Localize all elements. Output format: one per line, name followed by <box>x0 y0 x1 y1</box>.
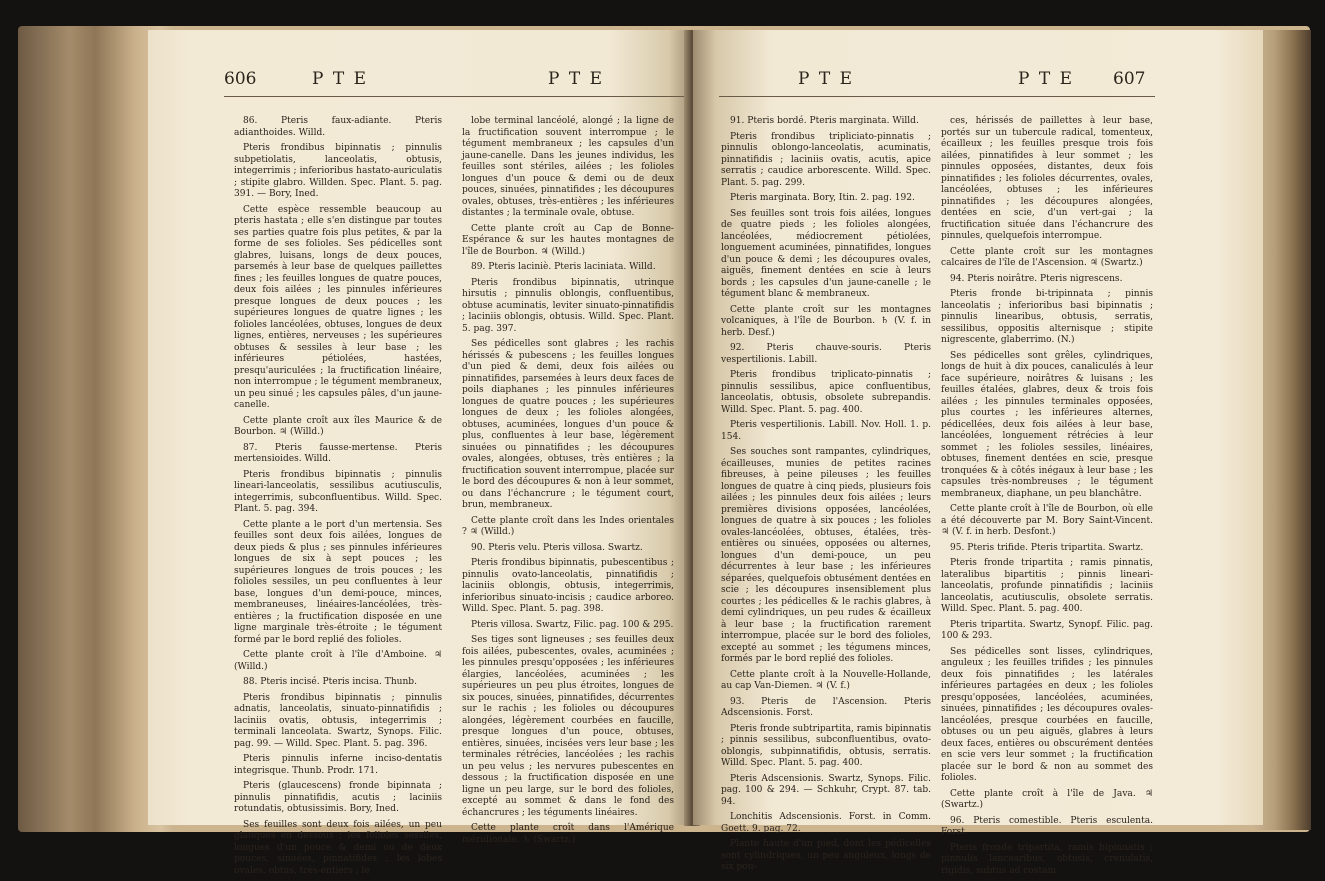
running-head: P T E <box>798 69 854 89</box>
paragraph-text: Pteris frondibus bipinnatis, pubescentibus ; pinnulis ovato-lanceolatis, pinnatifidis ; laciniis oblongis, obtusis, integerrimis, inferioribus sinuato-incisis ; caudice arboreo. Willd. Spec. Plant. 5. pag. 398. <box>462 558 674 614</box>
text-paragraph <box>234 443 442 466</box>
text-paragraph <box>462 224 674 259</box>
running-head: P T E <box>312 69 368 89</box>
paragraph-text: Pteris (glaucescens) fronde bipinnata ; pinnulis pinnatifidis, acutis ; laciniis rotundatis, obtusissimis. Bory, Ined. <box>234 781 442 814</box>
text-paragraph <box>941 789 1153 812</box>
header-rule <box>719 96 1155 97</box>
text-paragraph <box>234 820 442 878</box>
paragraph-text: Ses pédicelles sont lisses, cylindriques, anguleux ; les feuilles trifides ; les pinnules deux fois pinnatifides ; les latérales inférieures partagées en deux ; les folioles presqu'opposées, lancéolées, acuminées, sinuées, pinnatifides ; les découpures ovales-lancéolées, presque courbées en faucille, obtuses ou un peu aiguës, glabres à leurs deux faces, entières ou obscurément dentées en scie vers leur sommet ; la fructification placée sur le bord & non au sommet des folioles. <box>941 646 1153 783</box>
text-paragraph <box>721 724 931 770</box>
text-paragraph <box>234 677 442 689</box>
paragraph-text: Pteris fronde subtripartita, ramis bipinnatis ; pinnis sessilibus, subconfluentibus, ovato-oblongis, subpinnatifidis, obtusis, serratis. Willd. Spec. Plant. 5. pag. 400. <box>721 723 932 768</box>
paragraph-text: Cette plante croît sur les montagnes calcaires de l'île de l'Ascension. ♃ (Swartz.) <box>941 246 1153 268</box>
text-paragraph <box>462 278 674 336</box>
text-column-1 <box>721 116 931 878</box>
paragraph-text: Ses souches sont rampantes, cylindriques, écailleuses, munies de petites racines fibreuses, à peine pileuses ; les feuilles longues de quatre à cinq pieds, plusieurs fois ailées ; les pinnules deux fois ailées ; leurs premières divisions opposées, lancéolées, longues de quatre à six pouces ; les folioles ovales-lancéolées, obtuses, étalées, très-entières ou sinuées, opposées ou alternes, longues d'un demi-pouce, un peu décurrentes à leur base ; les inférieures séparées, quelquefois obtusément dentées en scie ; les découpures insensiblement plus courtes ; les pédicelles & le rachis glabres, à demi cylindriques, un peu rudes & écailleux à leur base ; la fructification rarement interrompue, placée sur le bord des folioles, excepté au sommet ; les tégumens minces, formés par le bord replié des folioles. <box>721 447 931 664</box>
paragraph-text: Cette plante a le port d'un mertensia. Ses feuilles sont deux fois ailées, longues de deux pieds & plus ; ses pinnules inférieures longues de six à sept pouces ; les supérieures longues de trois pouces ; les folioles sessiles, un peu confluentes à leur base, longues d'un demi-pouce, minces, membraneuses, linéaires-lancéolées, très-entières ; la fructification disposée en une ligne marginale très-étroite ; le tégument formé par le bord replié des folioles. <box>234 519 442 645</box>
paragraph-text: 91. Pteris bordé. Pteris marginata. Willd. <box>730 116 919 126</box>
text-paragraph <box>721 209 931 301</box>
text-paragraph <box>234 693 442 751</box>
paragraph-text: Cette plante croît aux îles Maurice & de Bourbon. ♃ (Willd.) <box>234 415 442 437</box>
text-paragraph <box>462 516 674 539</box>
text-paragraph <box>234 520 442 647</box>
paragraph-text: Pteris fronde tripartita ; ramis pinnatis, lateralibus bipartitis ; pinnis lineari-lanceolatis, profunde pinnatifidis ; laciniis lanceolatis, acutiusculis, obsolete serratis. Willd. Spec. Plant. 5. pag. 400. <box>941 558 1153 614</box>
text-paragraph <box>721 670 931 693</box>
text-paragraph <box>721 839 931 874</box>
text-paragraph <box>462 262 674 274</box>
text-paragraph <box>721 116 931 128</box>
paragraph-text: Ses pédicelles sont grêles, cylindriques, longs de huit à dix pouces, canaliculés à leur face supérieure, noirâtres & luisans ; les feuilles étalées, glabres, deux & trois fois ailées ; les pinnules terminales opposées, plus courtes ; les inférieures alternes, pédicellées, deux fois ailées à leur base, lancéolées, longuement rétrécies à leur sommet ; les folioles sessiles, linéaires, obtuses, finement dentées en scie, presque tronquées & à côtés inégaux à leur base ; les capsules très-nombreuses ; le tégument membraneux, diaphane, un peu blanchâtre. <box>941 350 1153 499</box>
page-number: 606 <box>224 69 257 89</box>
text-paragraph <box>234 416 442 439</box>
text-paragraph <box>462 116 674 220</box>
text-paragraph <box>721 305 931 340</box>
text-paragraph <box>234 205 442 412</box>
paragraph-text: Pteris pinnulis inferne inciso-dentatis integrisque. Thunb. Prodr. 171. <box>234 754 442 776</box>
paragraph-text: Pteris tripartita. Swartz, Synopf. Filic. pag. 100 & 293. <box>941 619 1153 641</box>
text-paragraph <box>941 351 1153 501</box>
paragraph-text: Pteris Adscensionis. Swartz, Synops. Filic. pag. 100 & 294. — Schkuhr, Crypt. 87. tab. 94. <box>721 773 931 807</box>
paragraph-text: Cette plante croît à l'île d'Amboine. ♃ (Willd.) <box>234 650 442 672</box>
text-paragraph <box>234 781 442 816</box>
text-paragraph <box>721 193 931 205</box>
paragraph-text: 95. Pteris trifide. Pteris tripartita. Swartz. <box>950 542 1144 553</box>
paragraph-text: Pteris fronde bi-tripinnata ; pinnis lanceolatis ; inferioribus basi bipinnatis ; pinnulis linearibus, obtusis, serratis, sessilibus, oppositis alternisque ; stipite nigrescente, glaberrimo. (N.) <box>941 289 1153 345</box>
text-paragraph <box>462 339 674 512</box>
paragraph-text: 92. Pteris chauve-souris. Pteris vespertilionis. Labill. <box>721 343 931 365</box>
paragraph-text: lobe terminal lancéolé, alongé ; la ligne de la fructification souvent interrompue ; le tégument membraneux ; les capsules d'un jaune-canelle. Dans les jeunes individus, les feuilles sont stériles, ailées ; les folioles longues d'un pouce & demi ou de deux pouces, sinuées, pinnatifides ; les découpures ovales, obtuses, très-entières ; les inférieures distantes ; la terminale ovale, obtuse. <box>462 116 674 218</box>
paragraph-text: Ses pédicelles sont glabres ; les rachis hérissés & pubescens ; les feuilles longues d'un pied & demi, deux fois ailées ou pinnatifides, parsemées à leurs deux faces de poils diaphanes ; les pinnules inférieures longues de quatre pouces ; les supérieures longues de deux ; les folioles alongées, obtuses, acuminées, longues d'un pouce & plus, confluentes à leur base, légèrement sinuées ou pinnatifides ; les découpures ovales, alongées, obtuses, très entières ; la fructification souvent interrompue, placée sur le bord des découpures & non à leur sommet, ou dans l'échancrure ; le tégument court, brun, membraneux. <box>462 339 674 510</box>
text-paragraph <box>462 543 674 555</box>
text-paragraph <box>462 823 674 846</box>
running-head: P T E <box>1018 69 1074 89</box>
paragraph-text: Ses feuilles sont trois fois ailées, longues de quatre pieds ; les folioles alongées, lancéolées, médiocrement pétiolées, longuement acuminées, pinnatifides, longues d'un pouce & demi ; les découpures ovales, aiguës, finement dentées en scie à leurs bords ; les capsules d'un jaune-canelle ; le tégument blanc & membraneux. <box>721 208 931 299</box>
paragraph-text: Lonchitis Adscensionis. Forst. in Comm. Goett. 9. pag. 72. <box>721 812 931 834</box>
text-paragraph <box>721 812 931 835</box>
paragraph-text: Cette plante croît dans l'Amérique méridionale. ♄ (Swartz.) <box>462 823 674 845</box>
paragraph-text: Pteris fronde tripartita, ramis bipinnatis ; pinnulis lancearibus, obtusis, crenulatis, rigidis, subtus ad costam <box>941 842 1153 876</box>
text-paragraph <box>941 504 1153 539</box>
paragraph-text: Pteris frondibus bipinnatis ; pinnulis subpetiolatis, lanceolatis, obtusis, integerrimis ; inferioribus hastato-auriculatis ; stipite glabro. Willden. Spec. Plant. 5. pag. 391. — Bory, Ined. <box>234 143 442 199</box>
text-paragraph <box>721 132 931 190</box>
paragraph-text: Pteris frondibus bipinnatis ; pinnulis adnatis, lanceolatis, sinuato-pinnatifidis ; laciniis ovatis, obtusis, integerrimis ; terminali lanceolata. Swartz, Synops. Filic. pag. 99. — Willd. Spec. Plant. 5. pag. 396. <box>234 692 442 749</box>
right-page <box>693 30 1263 876</box>
text-paragraph <box>234 143 442 201</box>
header-rule <box>224 96 684 97</box>
text-paragraph <box>941 620 1153 643</box>
paragraph-text: Cette plante croît à la Nouvelle-Hollande, au cap Van-Diemen. ♃ (V. f.) <box>721 669 931 691</box>
text-paragraph <box>941 816 1153 839</box>
text-paragraph <box>721 343 931 366</box>
text-paragraph <box>941 543 1153 555</box>
text-paragraph <box>941 647 1153 785</box>
paragraph-text: Cette plante croît à l'île de Java. ♃ (Swartz.) <box>941 788 1153 810</box>
paragraph-text: Ses feuilles sont deux fois ailées, un peu glauques en dessous ; les folioles sessiles, longues d'un pouce & demi ou de deux pouces, sinuées, pinnatifides ; les lobes ovales, obtus, très-entiers ; le <box>234 819 442 876</box>
text-paragraph <box>721 774 931 809</box>
paragraph-text: 87. Pteris fausse-mertense. Pteris mertensioides. Willd. <box>234 442 442 464</box>
text-paragraph <box>462 558 674 616</box>
text-column-1 <box>234 116 442 881</box>
text-paragraph <box>721 697 931 720</box>
paragraph-text: 89. Pteris laciniè. Pteris laciniata. Willd. <box>471 262 656 272</box>
text-paragraph <box>234 650 442 673</box>
paragraph-text: Pteris frondibus triplicato-pinnatis ; pinnulis sessilibus, apice confluentibus, lanceolatis, obtusis, obsolete subrepandis. Willd. Spec. Plant. 5. pag. 400. <box>721 370 931 415</box>
paragraph-text: Pteris villosa. Swartz, Filic. pag. 100 & 295. <box>471 619 674 630</box>
paragraph-text: Pteris frondibus tripliciato-pinnatis ; pinnulis oblongo-lanceolatis, acuminatis, pinnatifidis ; laciniis ovatis, acutis, apice serratis ; caudice arborescente. Willd. Spec. Plant. 5. pag. 299. <box>721 131 931 188</box>
text-paragraph <box>941 247 1153 270</box>
paragraph-text: 94. Pteris noirâtre. Pteris nigrescens. <box>950 273 1123 284</box>
text-paragraph <box>721 370 931 416</box>
paragraph-text: 93. Pteris de l'Ascension. Pteris Adscensionis. Forst. <box>721 696 931 718</box>
paragraph-text: Cette plante croît au Cap de Bonne-Espérance & sur les hautes montagnes de l'île de Bourbon. ♃ (Willd.) <box>462 223 674 257</box>
paragraph-text: Pteris marginata. Bory, Itin. 2. pag. 192. <box>730 193 915 203</box>
text-paragraph <box>941 274 1153 286</box>
text-paragraph <box>721 420 931 443</box>
text-column-2 <box>462 116 674 850</box>
text-paragraph <box>941 289 1153 347</box>
paragraph-text: Ses tiges sont ligneuses ; ses feuilles deux fois ailées, pubescentes, ovales, acuminées ; les pinnules presqu'opposées ; les inférieures élargies, lancéolées, acuminées ; les supérieures un peu plus étroites, longues de six pouces, sinuées, pinnatifides, décurrentes sur le rachis ; les folioles ou découpures alongées, légèrement courbées en faucille, presque longues d'un pouce, obtuses, entières, sinuées, incisées vers leur base ; les terminales rétrécies, lancéolées ; les rachis un peu velus ; les nervures pubescentes en dessous ; la fructification disposée en une ligne un peu large, sur le bord des folioles, excepté au sommet & dans le fond des échancrures ; les téguments linéaires. <box>462 635 674 818</box>
text-paragraph <box>234 116 442 139</box>
text-column-2 <box>941 116 1153 881</box>
running-head: P T E <box>548 69 604 89</box>
text-paragraph <box>721 447 931 666</box>
text-paragraph <box>234 754 442 777</box>
page-number: 607 <box>1113 69 1146 89</box>
text-paragraph <box>462 635 674 819</box>
text-paragraph <box>941 116 1153 243</box>
paragraph-text: ces, hérissés de paillettes à leur base, portés sur un tubercule radical, tomenteux, écailleux ; les feuilles presque trois fois ailées, pinnatifides à leur sommet ; les pinnules opposées, distantes, deux fois pinnatifides ; les folioles décurrentes, ovales, lancéolées, obtuses ; les inférieures pinnatifides ; les découpures alongées, dentées en scie, d'un vert-gai ; la fructification située dans l'échancrure des pinnules, quelquefois interrompue. <box>941 116 1153 241</box>
text-paragraph <box>462 620 674 632</box>
paragraph-text: 96. Pteris comestible. Pteris esculenta. Forst. <box>941 815 1153 837</box>
paragraph-text: Cette plante croît sur les montagnes volcaniques, à l'île de Bourbon. ♄ (V. f. in herb. Desf.) <box>721 304 931 338</box>
paragraph-text: 90. Pteris velu. Pteris villosa. Swartz. <box>471 542 643 553</box>
paragraph-text: Plante haute d'un pied, dont les pédicelles sont cylindriques, un peu anguleux, longs de six pou- <box>721 839 931 872</box>
left-page <box>148 30 690 876</box>
paragraph-text: Pteris vespertilionis. Labill. Nov. Holl. 1. p. 154. <box>721 420 931 442</box>
text-paragraph <box>941 843 1153 878</box>
paragraph-text: Cette plante croît dans les Indes orientales ? ♃ (Willd.) <box>462 515 674 537</box>
text-paragraph <box>234 470 442 516</box>
paragraph-text: Pteris frondibus bipinnatis ; pinnulis lineari-lanceolatis, sessilibus acutiusculis, integerrimis, subconfluentibus. Willd. Spec. Plant. 5. pag. 394. <box>234 469 442 514</box>
paragraph-text: Cette espèce ressemble beaucoup au pteris hastata ; elle s'en distingue par toutes ses parties quatre fois plus petites, & par la forme de ses folioles. Ses pédicelles sont glabres, luisans, longs de deux pouces, parsemés à leur base de quelques paillettes fines ; les feuilles longues de quatre pouces, deux fois ailées ; les pinnules inférieures presque longues de deux pouces ; les supérieures longues de quatre lignes ; les folioles lancéolées, obtuses, longues de deux lignes, entières, nerveuses ; les supérieures obtuses & sessiles à leur base ; les inférieures pétiolées, hastées, presqu'auriculées ; la fructification linéaire, non interrompue ; le tégument membraneux, un peu sinué ; les capsules pâles, d'un jaune-canelle. <box>234 204 442 410</box>
paragraph-text: Pteris frondibus bipinnatis, utrinque hirsutis ; pinnulis oblongis, confluentibus, obtuse acuminatis, leviter sinuato-pinnatifidis ; laciniis oblongis, obtusis. Willd. Spec. Plant. 5. pag. 397. <box>462 277 674 334</box>
paragraph-text: Cette plante croît à l'île de Bourbon, où elle a été découverte par M. Bory Saint-Vincent. ♃ (V. f. in herb. Desfont.) <box>941 504 1153 537</box>
paragraph-text: 86. Pteris faux-adiante. Pteris adianthoides. Willd. <box>234 116 442 138</box>
paragraph-text: 88. Pteris incisé. Pteris incisa. Thunb. <box>243 677 417 687</box>
text-paragraph <box>941 558 1153 616</box>
